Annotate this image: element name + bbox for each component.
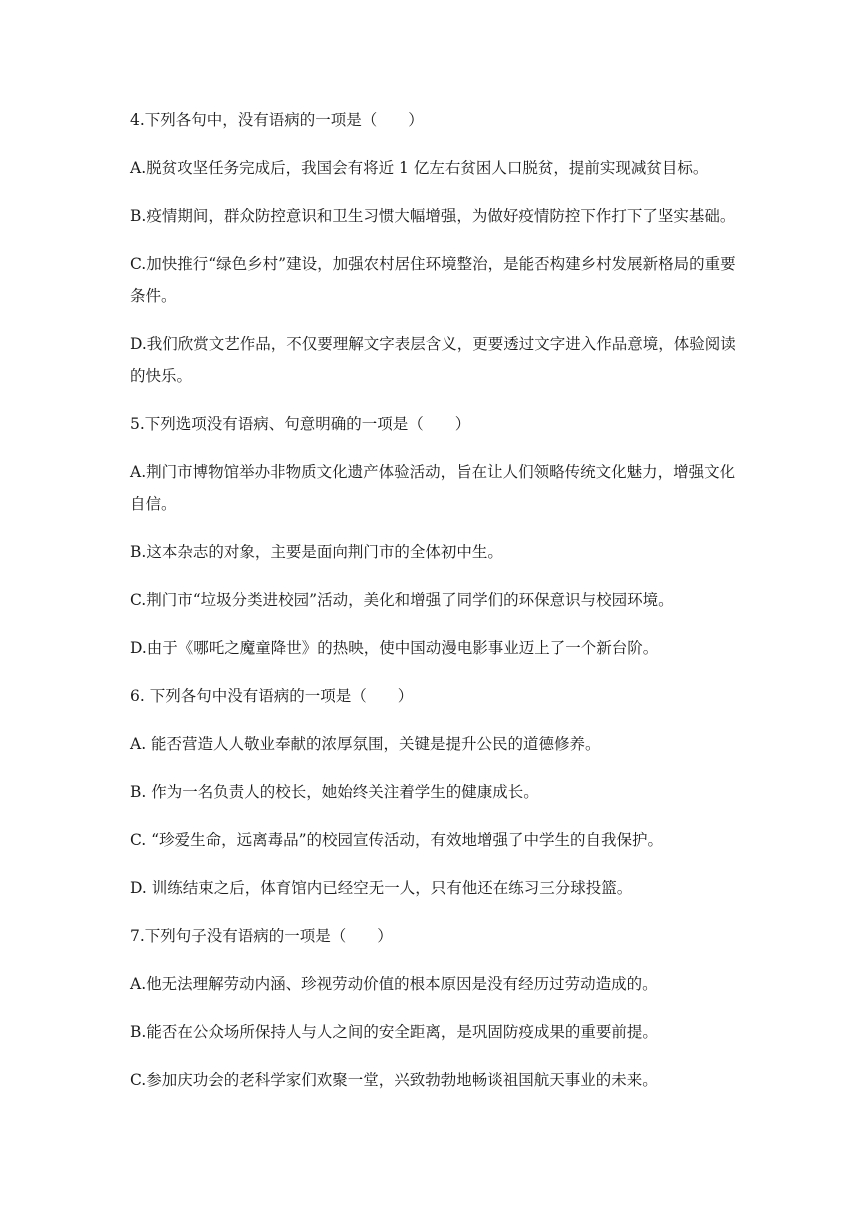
question-7-option-c: C.参加庆功会的老科学家们欢聚一堂，兴致勃勃地畅谈祖国航天事业的未来。 [130, 1071, 658, 1089]
question-6-stem: 6. 下列各句中没有语病的一项是（ ） [130, 687, 414, 705]
question-4-option-d: D.我们欣赏文艺作品，不仅要理解文字表层含义，更要透过文字进入作品意境，体验阅读的快乐。 [130, 335, 736, 385]
question-6-option-a: A. 能否营造人人敬业奉献的浓厚氛围，关键是提升公民的道德修养。 [130, 735, 601, 753]
question-4-option-c: C.加快推行“绿色乡村”建设，加强农村居住环境整治，是能否构建乡村发展新格局的重要条件。 [130, 255, 736, 305]
question-6-option-d: D. 训练结束之后，体育馆内已经空无一人，只有他还在练习三分球投篮。 [130, 879, 633, 897]
question-5-option-c: C.荆门市“垃圾分类进校园”活动，美化和增强了同学们的环保意识与校园环境。 [130, 591, 674, 609]
question-5-option-b: B.这本杂志的对象，主要是面向荆门市的全体初中生。 [130, 543, 503, 561]
question-5-option-a: A.荆门市博物馆举办非物质文化遗产体验活动，旨在让人们领略传统文化魅力，增强文化自信。 [130, 463, 736, 513]
question-7-option-b: B.能否在公众场所保持人与人之间的安全距离，是巩固防疫成果的重要前提。 [130, 1023, 658, 1041]
question-7-option-a: A.他无法理解劳动内涵、珍视劳动价值的根本原因是没有经历过劳动造成的。 [130, 975, 658, 993]
question-4-option-b: B.疫情期间，群众防控意识和卫生习惯大幅增强，为做好疫情防控下作打下了坚实基础。 [130, 207, 736, 225]
question-7-stem: 7.下列句子没有语病的一项是（ ） [130, 927, 393, 945]
question-5-stem: 5.下列选项没有语病、句意明确的一项是（ ） [130, 415, 471, 433]
document-page [130, 104, 740, 1096]
question-6-option-b: B. 作为一名负责人的校长，她始终关注着学生的健康成长。 [130, 783, 539, 801]
question-6-option-c: C. “珍爱生命，远离毒品”的校园宣传活动，有效地增强了中学生的自我保护。 [130, 831, 664, 849]
question-4-stem: 4.下列各句中，没有语病的一项是（ ） [130, 111, 424, 129]
question-4-option-a: A.脱贫攻坚任务完成后，我国会有将近 1 亿左右贫困人口脱贫，提前实现减贫目标。 [130, 159, 709, 177]
question-5-option-d: D.由于《哪吒之魔童降世》的热映，使中国动漫电影事业迈上了一个新台阶。 [130, 639, 659, 657]
